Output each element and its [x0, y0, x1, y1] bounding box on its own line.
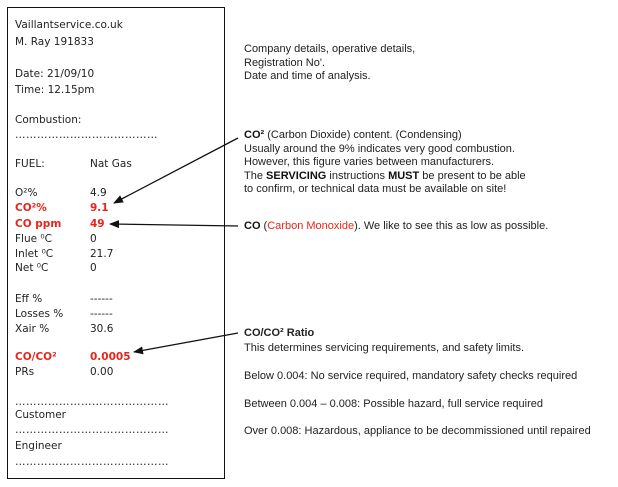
row-co-ppm-label: CO ppm: [15, 218, 62, 230]
row-inlet-value: 21.7: [90, 248, 114, 260]
row-xair-value: 30.6: [90, 323, 114, 335]
co2-note-line4-e: be present to be able: [419, 170, 526, 182]
combustion-dots: …………………………………: [15, 129, 158, 141]
row-fuel-label: FUEL:: [15, 158, 45, 170]
row-flue-label: Flue ⁰C: [15, 233, 52, 245]
customer-dots-top: ……………………………………: [15, 396, 169, 408]
row-losses-value: ------: [90, 308, 113, 320]
row-o2-value: 4.9: [90, 187, 107, 199]
details-note-line1: Company details, operative details,: [244, 43, 416, 55]
engineer-label: Engineer: [15, 440, 62, 452]
co2-note-line5: to confirm, or technical data must be available on site!: [244, 183, 507, 195]
ratio-note-between: Between 0.004 – 0.008: Possible hazard, full service required: [244, 398, 544, 410]
ratio-note-over: Over 0.008: Hazardous, appliance to be decommissioned until repaired: [244, 425, 591, 437]
ratio-note-title: CO/CO² Ratio: [244, 327, 315, 339]
co2-note-line4-a: The: [244, 170, 267, 182]
row-fuel-value: Nat Gas: [90, 158, 132, 170]
row-co-ppm-value: 49: [90, 218, 105, 230]
row-prs-label: PRs: [15, 366, 35, 378]
co-note-rest: ). We like to see this as low as possible.: [354, 220, 549, 232]
company-site: Vaillantservice.co.uk: [15, 19, 123, 31]
co2-note-must: MUST: [388, 170, 420, 182]
row-prs-value: 0.00: [90, 366, 114, 378]
row-o2-label: O²%: [15, 187, 38, 199]
row-inlet-label: Inlet ⁰C: [15, 248, 54, 260]
row-eff-value: ------: [90, 293, 113, 305]
co2-note-line4-c: instructions: [326, 170, 389, 182]
co2-note-line3: However, this figure varies between manufacturers.: [244, 156, 495, 168]
row-net-label: Net ⁰C: [15, 262, 49, 274]
customer-dots: ……………………………………: [15, 424, 169, 436]
co-note-paren: (: [260, 220, 268, 232]
co2-note-line2: Usually around the 9% indicates very good combustion.: [244, 143, 515, 155]
analysis-time: Time: 12.15pm: [15, 84, 95, 96]
ratio-note-below: Below 0.004: No service required, mandatory safety checks required: [244, 370, 578, 382]
row-co2-value: 9.1: [90, 202, 109, 214]
co-ppm-arrow: [110, 224, 238, 226]
co-note-red: Carbon Monoxide: [267, 220, 355, 232]
ratio-arrow: [134, 333, 238, 352]
row-net-value: 0: [90, 262, 97, 274]
row-losses-label: Losses %: [15, 308, 64, 320]
row-flue-value: 0: [90, 233, 97, 245]
engineer-dots: ……………………………………: [15, 456, 169, 468]
row-eff-label: Eff %: [15, 293, 43, 305]
co2-arrow: [114, 138, 238, 203]
row-co2-label: CO²%: [15, 202, 47, 214]
row-xair-label: Xair %: [15, 323, 50, 335]
customer-label: Customer: [15, 409, 67, 421]
details-note-line2: Registration No'.: [244, 57, 325, 69]
ratio-note-line1: This determines servicing requirements, and safety limits.: [244, 342, 524, 354]
analysis-date: Date: 21/09/10: [15, 68, 95, 80]
operative-details: M. Ray 191833: [15, 36, 94, 48]
co2-note-bold: CO²: [244, 129, 265, 141]
co2-note-title-rest: (Carbon Dioxide) content. (Condensing): [264, 129, 462, 141]
details-note-line3: Date and time of analysis.: [244, 70, 371, 82]
row-ratio-label: CO/CO²: [15, 351, 57, 363]
row-ratio-value: 0.0005: [90, 351, 131, 363]
co2-note-servicing: SERVICING: [266, 170, 327, 182]
co-note-bold: CO: [244, 220, 261, 232]
combustion-label: Combustion:: [15, 114, 82, 126]
